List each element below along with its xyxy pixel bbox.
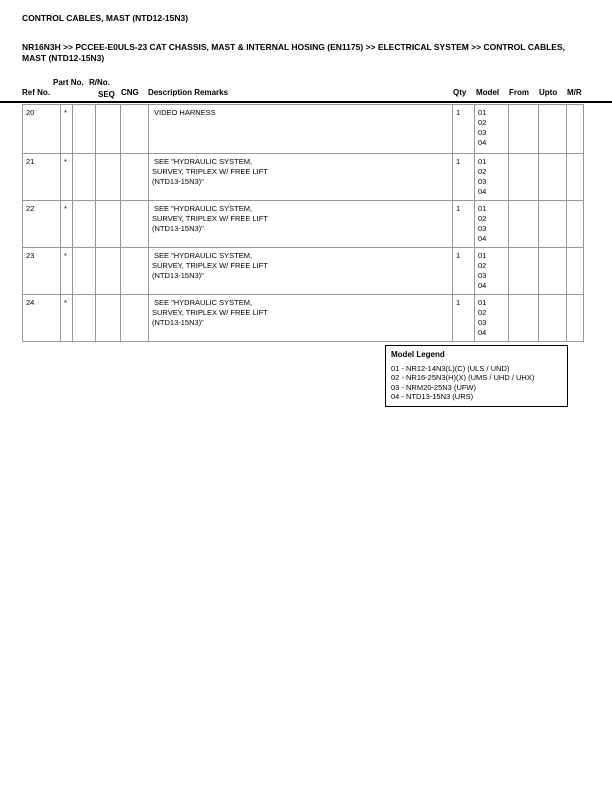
part-cell-text: *: [64, 298, 67, 307]
from-cell: [509, 154, 539, 201]
legend-item: 02 - NR16-25N3(H)(X) (UMS / UHD / UHX): [391, 373, 535, 382]
upto-cell: [539, 201, 567, 248]
model-cell-text: 01 02 03 04: [478, 204, 487, 243]
description-cell: [149, 201, 453, 248]
seq-cell: [96, 248, 121, 295]
header-seq: SEQ: [98, 90, 115, 99]
part-cell: [61, 201, 73, 248]
mr-cell: [567, 201, 584, 248]
description-cell-text: SEE "HYDRAULIC SYSTEM, SURVEY, TRIPLEX W/ FREE LIFT (NTD13-15N3)": [152, 298, 268, 327]
qty-cell: [453, 154, 475, 201]
legend-title: Model Legend: [391, 350, 445, 359]
table-row: [23, 105, 584, 154]
ref-cell-text: 23: [26, 251, 35, 260]
upto-cell: [539, 154, 567, 201]
description-cell-text: SEE "HYDRAULIC SYSTEM, SURVEY, TRIPLEX W/ FREE LIFT (NTD13-15N3)": [152, 157, 268, 186]
header-rno: R/No.: [89, 78, 110, 87]
model-cell: [475, 201, 509, 248]
cng-cell: [121, 105, 149, 154]
mr-cell: [567, 295, 584, 342]
part-cell-text: *: [64, 204, 67, 213]
description-cell: [149, 295, 453, 342]
part-cell-text: *: [64, 108, 67, 117]
description-cell: [149, 105, 453, 154]
cng-cell: [121, 295, 149, 342]
header-part: Part No.: [53, 78, 84, 87]
mr-cell: [567, 154, 584, 201]
seq-cell: [96, 105, 121, 154]
upto-cell: [539, 248, 567, 295]
legend-item: 04 - NTD13-15N3 (URS): [391, 392, 474, 401]
header-cng: CNG: [121, 88, 139, 97]
part-cell: [61, 248, 73, 295]
ref-cell-text: 24: [26, 298, 35, 307]
legend-item: 03 - NRM20-25N3 (UFW): [391, 382, 477, 392]
ref-cell: [23, 248, 61, 295]
qty-cell: [453, 295, 475, 342]
model-cell-text: 01 02 03 04: [478, 251, 487, 290]
header-mr: M/R: [567, 88, 582, 97]
model-cell-text: 01 02 03 04: [478, 298, 487, 337]
qty-cell: [453, 105, 475, 154]
page-title: CONTROL CABLES, MAST (NTD12-15N3): [22, 13, 189, 23]
cng-cell: [121, 248, 149, 295]
parts-table: [22, 104, 584, 342]
description-cell: [149, 248, 453, 295]
header-ref: Ref No.: [22, 88, 50, 97]
upto-cell: [539, 105, 567, 154]
ref-cell-text: 20: [26, 108, 35, 117]
rno-cell: [73, 201, 96, 248]
description-cell-text: VIDEO HARNESS: [154, 108, 216, 117]
mr-cell: [567, 248, 584, 295]
rno-cell: [73, 295, 96, 342]
part-cell-text: *: [64, 251, 67, 260]
header-desc: Description Remarks: [148, 88, 229, 97]
ref-cell: [23, 154, 61, 201]
model-legend: [385, 345, 568, 407]
ref-cell-text: 21: [26, 157, 35, 166]
description-cell: [149, 154, 453, 201]
from-cell: [509, 248, 539, 295]
description-cell-text: SEE "HYDRAULIC SYSTEM, SURVEY, TRIPLEX W/ FREE LIFT (NTD13-15N3)": [152, 251, 268, 280]
header-model: Model: [476, 88, 500, 97]
qty-cell-text: 1: [456, 251, 461, 260]
table-row: [23, 295, 584, 342]
rno-cell: [73, 154, 96, 201]
legend-item: 01 - NR12-14N3(L)(C) (ULS / UND): [391, 363, 510, 373]
qty-cell-text: 1: [456, 157, 461, 166]
qty-cell-text: 1: [456, 204, 461, 213]
part-cell: [61, 295, 73, 342]
mr-cell: [567, 105, 584, 154]
from-cell: [509, 295, 539, 342]
part-cell: [61, 154, 73, 201]
cng-cell: [121, 201, 149, 248]
ref-cell-text: 22: [26, 204, 35, 213]
part-cell-text: *: [64, 157, 67, 166]
model-cell-text: 01 02 03 04: [478, 108, 487, 147]
header-divider: [0, 101, 612, 103]
ref-cell: [23, 201, 61, 248]
table-row: [23, 201, 584, 248]
qty-cell: [453, 201, 475, 248]
table-row: [23, 154, 584, 201]
model-cell: [475, 248, 509, 295]
qty-cell-text: 1: [456, 298, 461, 307]
model-cell: [475, 154, 509, 201]
model-cell: [475, 295, 509, 342]
part-cell: [61, 105, 73, 154]
rno-cell: [73, 105, 96, 154]
ref-cell: [23, 105, 61, 154]
description-cell-text: SEE "HYDRAULIC SYSTEM, SURVEY, TRIPLEX W/ FREE LIFT (NTD13-15N3)": [152, 204, 268, 233]
qty-cell-text: 1: [456, 108, 461, 117]
header-qty: Qty: [453, 88, 467, 97]
from-cell: [509, 201, 539, 248]
ref-cell: [23, 295, 61, 342]
header-from: From: [509, 88, 529, 97]
model-cell-text: 01 02 03 04: [478, 157, 487, 196]
from-cell: [509, 105, 539, 154]
seq-cell: [96, 295, 121, 342]
seq-cell: [96, 201, 121, 248]
breadcrumb: NR16N3H >> PCCEE-E0ULS-23 CAT CHASSIS, MAST & INTERNAL HOSING (EN1175) >> ELECTRICAL SYSTEM >> CONTROL CABLES, MAST (NTD12-15N3): [22, 42, 566, 63]
header-upto: Upto: [539, 88, 558, 97]
upto-cell: [539, 295, 567, 342]
model-cell: [475, 105, 509, 154]
seq-cell: [96, 154, 121, 201]
table-row: [23, 248, 584, 295]
rno-cell: [73, 248, 96, 295]
cng-cell: [121, 154, 149, 201]
qty-cell: [453, 248, 475, 295]
